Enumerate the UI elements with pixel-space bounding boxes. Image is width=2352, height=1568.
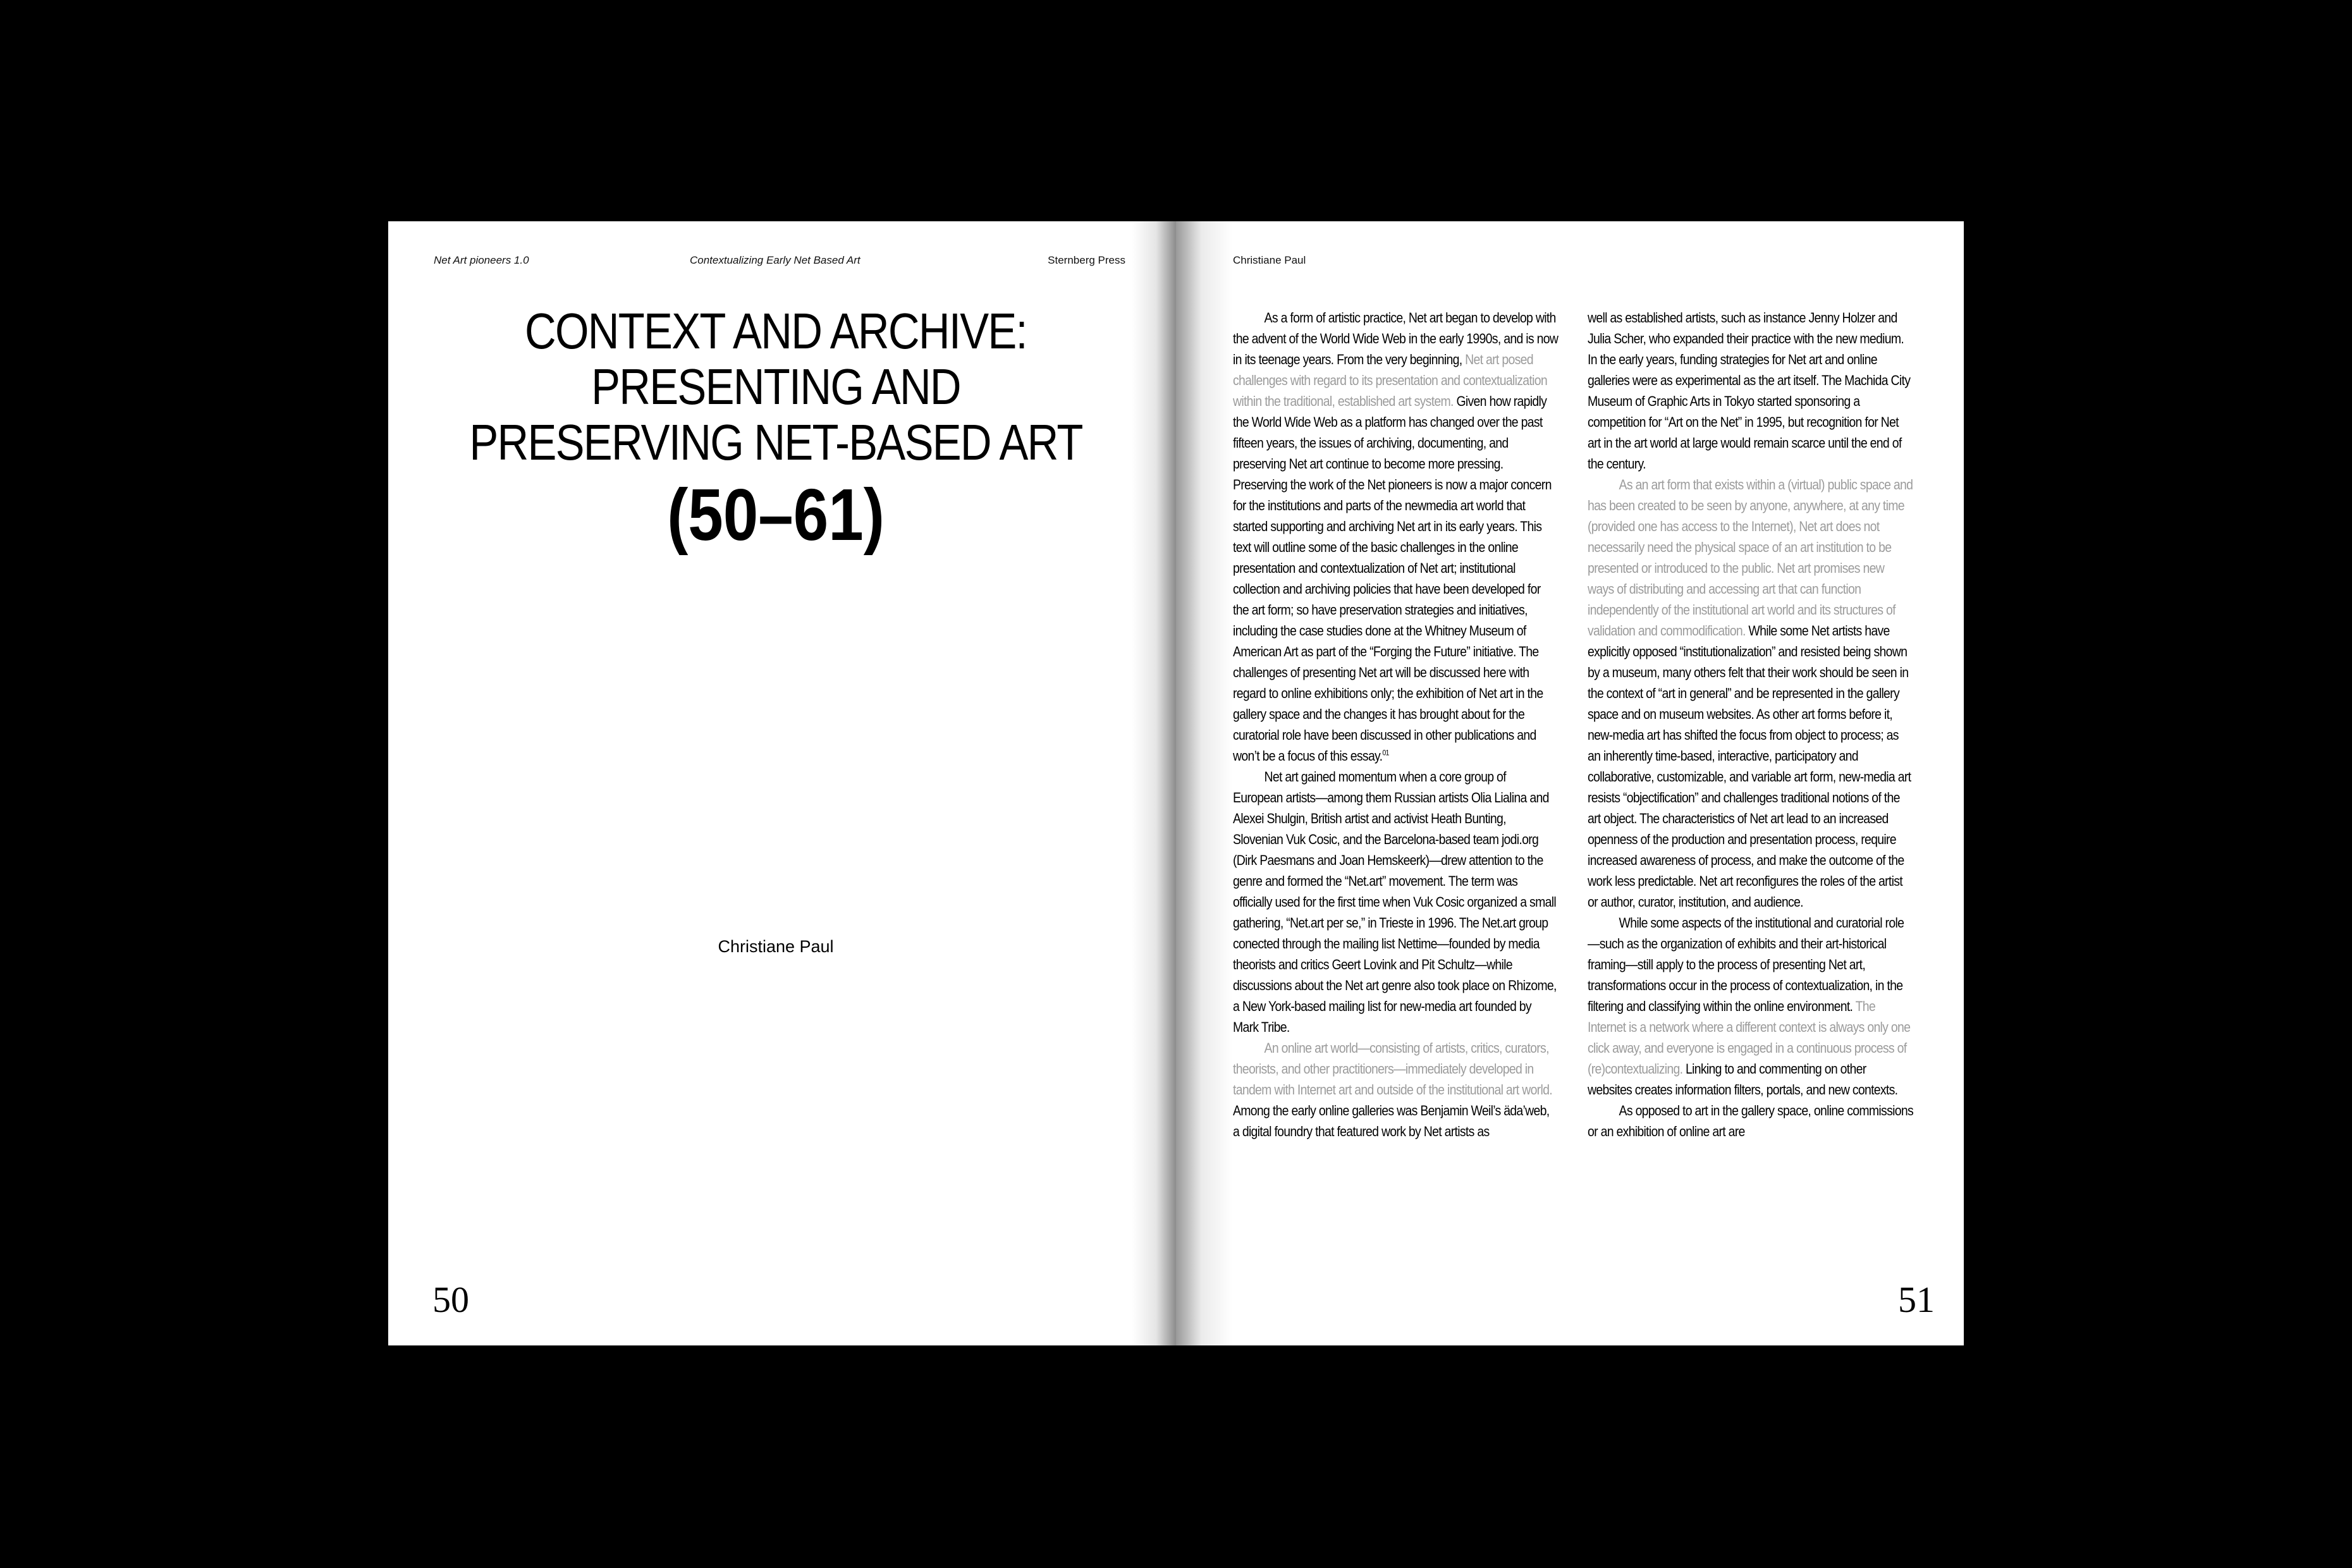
paragraph [1588,912,1913,1100]
right-page [1176,221,1964,1345]
body-text: While some aspects of the institutional and curatorial role—such as the organization of exhibits and their art-historical framing—still apply to the process of presenting Net art, transformations occur in the process of contextualization, in the filtering and classifying within the online environment. [1588,915,1904,1014]
paragraph [1233,1038,1559,1142]
book-spread [388,221,1964,1345]
body-text: Linking to and commenting on other websites creates information filters, portals, and new contexts. [1588,1061,1898,1098]
left-page [388,221,1176,1345]
paragraph [1588,1100,1913,1142]
chapter-title-line: PRESERVING NET-BASED ART [469,414,1082,470]
footnote-marker: 01 [1382,748,1389,757]
body-text: Given how rapidly the World Wide Web as a platform has changed over the past fifteen years, the issues of archiving, documenting, and preserving Net art continue to become more pressing. Preserving the work of the Net pioneers is now a major concern for the institutions and parts of the newmedia art world that started supporting and archiving Net art in its early years. This text will outline some of the basic challenges in the online presentation and contextualization of Net art; institutional collection and archiving policies that have been developed for the art form; so have preservation strategies and initiatives, including the case studies done at the Whitney Museum of American Art as part of the “Forging the Future” initiative. The challenges of presenting Net art will be discussed here with regard to online exhibitions only; the exhibition of Net art in the gallery space and the changes it has brought about for the curatorial role have been discussed in other publications and won’t be a focus of this essay. [1233,393,1552,764]
body-text: As a form of artistic practice, Net art began to develop with the advent of the World Wide Web in the early 1990s, and is now in its teenage years. From the very beginning, [1233,310,1559,367]
paragraph [1233,766,1559,1038]
body-text: Among the early online galleries was Benjamin Weil’s äda’web, a digital foundry that featured work by Net artists as [1233,1103,1550,1139]
chapter-title-line: CONTEXT AND ARCHIVE: [525,303,1027,359]
running-head-series: Contextualizing Early Net Based Art [690,254,861,266]
text-column-2 [1588,307,1913,1142]
page-number-left: 50 [432,1279,469,1320]
gutter-shadow-right [1176,221,1233,1345]
paragraph [1588,307,1913,474]
highlighted-text: The Internet is a network where a different context is always only one click away, and everyone is engaged in a continuous process of (re)contextualizing. [1588,998,1911,1077]
running-head-author: Christiane Paul [1233,254,1306,266]
chapter-page-range: (50–61) [667,474,885,556]
highlighted-text: Net art posed challenges with regard to its presentation and contextualization within the traditional, established art system. [1233,352,1547,409]
highlighted-text: An online art world—consisting of artists, critics, curators, theorists, and other practitioners—immediately developed in tandem with Internet art and outside of the institutional art world. [1233,1040,1552,1098]
highlighted-text: As an art form that exists within a (virtual) public space and has been created to be seen by anyone, anywhere, at any time (provided one has access to the Internet), Net art does not necessarily need the physical space of an art institution to be presented or introduced to the public. Net art promises new ways of distributing and accessing art that can function independently of the institutional art world and its structures of validation and commodification. [1588,477,1913,639]
chapter-author: Christiane Paul [718,937,834,956]
chapter-title [464,303,1087,470]
paragraph [1588,474,1913,912]
text-column-1 [1233,307,1559,1142]
gutter-shadow-left [1132,221,1176,1345]
body-text: well as established artists, such as instance Jenny Holzer and Julia Scher, who expanded their practice with the new medium. In the early years, funding strategies for Net art and online galleries were as experimental as the art itself. The Machida City Museum of Graphic Arts in Tokyo started sponsoring a competition for “Art on the Net” in 1995, but recognition for Net art in the art world at large would remain scarce until the end of the century. [1588,310,1911,472]
body-text: As opposed to art in the gallery space, online commissions or an exhibition of online art are [1588,1103,1913,1139]
body-text: While some Net artists have explicitly opposed “institutionalization” and resisted being shown by a museum, many others felt that their work should be seen in the context of “art in general” and be represented in the gallery space and on museum websites. As other art forms before it, new-media art has shifted the focus from object to process; as an inherently time-based, interactive, participatory and collaborative, customizable, and variable art form, new-media art resists “objectification” and challenges traditional notions of the art object. The characteristics of Net art lead to an increased openness of the production and presentation process, require increased awareness of process, and make the outcome of the work less predictable. Net art reconfigures the roles of the artist or author, curator, institution, and audience. [1588,623,1911,910]
page-number-right: 51 [1898,1279,1935,1320]
running-head-book-title: Net Art pioneers 1.0 [434,254,529,266]
chapter-title-line: PRESENTING AND [591,358,960,415]
paragraph [1233,307,1559,766]
running-head-publisher: Sternberg Press [1048,254,1125,266]
body-text: Net art gained momentum when a core group of European artists—among them Russian artists Olia Lialina and Alexei Shulgin, British artist and activist Heath Bunting, Slovenian Vuk Cosic, and the Barcelona-based team jodi.org (Dirk Paesmans and Joan Hemskeerk)—drew attention to the genre and formed the “Net.art” movement. The term was officially used for the first time when Vuk Cosic organized a small gathering, “Net.art per se,” in Trieste in 1996. The Net.art group conected through the mailing list Nettime—founded by media theorists and critics Geert Lovink and Pit Schultz—while discussions about the Net art genre also took place on Rhizome, a New York-based mailing list for new-media art founded by Mark Tribe. [1233,769,1557,1035]
